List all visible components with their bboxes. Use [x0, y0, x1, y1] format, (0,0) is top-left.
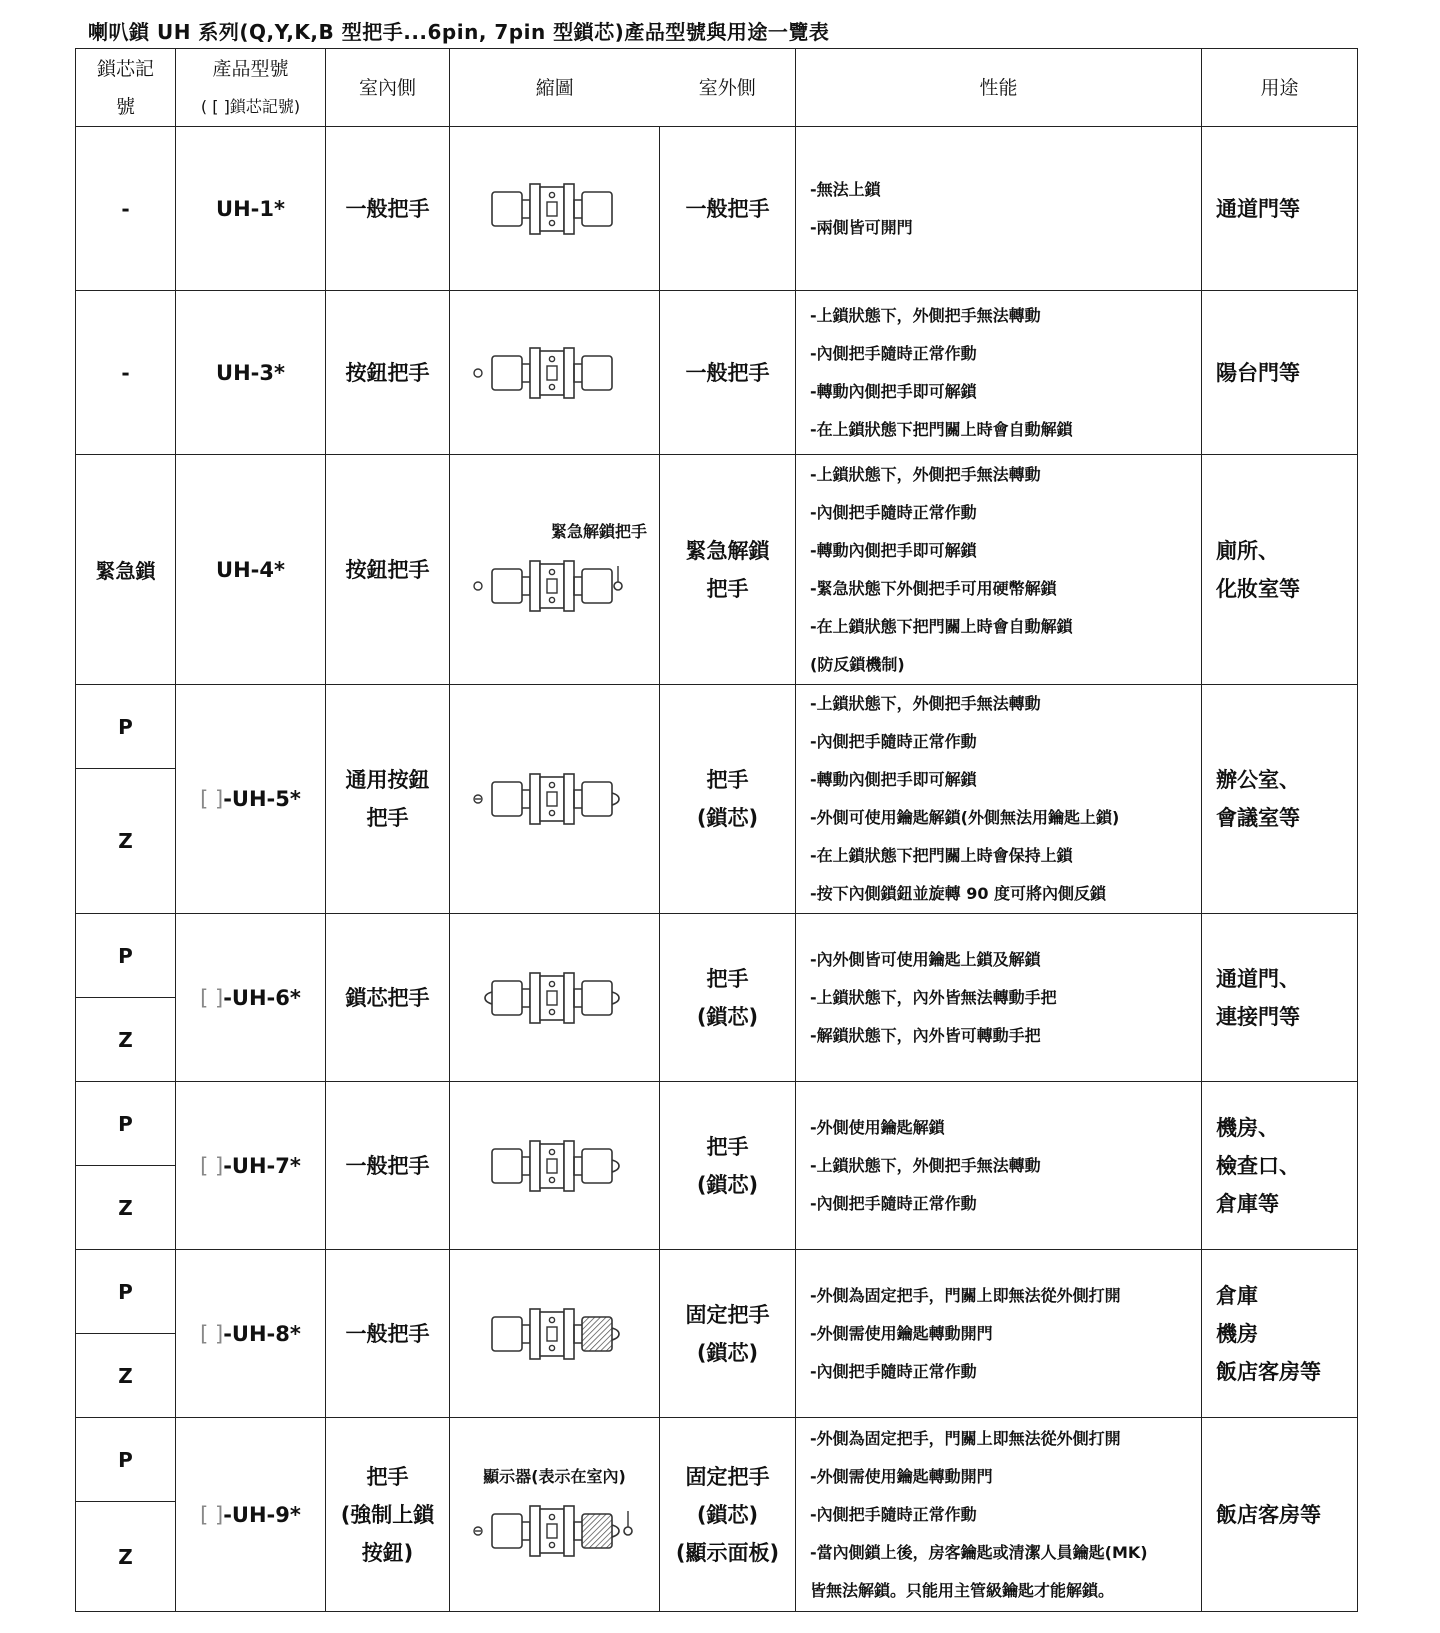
storeroom-keyed-lock-icon [470, 1132, 640, 1200]
table-row [76, 455, 1358, 685]
performance-line: -在上鎖狀態下把門關上時會自動解鎖 [810, 419, 1073, 439]
inside-line: 把手 [366, 806, 409, 830]
inside-line: 鎖芯把手 [345, 985, 430, 1010]
lock-code-cell: P [76, 685, 176, 769]
outside-line: 把手 [706, 1134, 749, 1159]
header-model-line: 產品型號 [212, 57, 289, 80]
diagram-wrap [450, 964, 659, 1032]
performance-line: -在上鎖狀態下把門關上時會自動解鎖 [810, 616, 1073, 636]
usage-line: 廁所、 [1216, 538, 1279, 563]
inside-line: 一般把手 [345, 1153, 430, 1178]
header-row [76, 49, 1358, 127]
inside-line: 一般把手 [345, 196, 430, 221]
usage-cell [1202, 685, 1358, 914]
performance-line: -上鎖狀態下，外側把手無法轉動 [810, 1155, 1041, 1175]
model-bracket: [ ] [200, 787, 224, 811]
outside-line: 把手 [706, 768, 749, 792]
performance-line: -內側把手隨時正常作動 [810, 343, 977, 363]
lock-code-cell: Z [76, 998, 176, 1082]
performance-line: -轉動內側把手即可解鎖 [810, 381, 977, 401]
performance-line: -按下內側鎖鈕並旋轉 90 度可將內側反鎖 [810, 884, 1107, 903]
performance-line: -內側把手隨時正常作動 [810, 1361, 977, 1381]
usage-line: 通道門等 [1216, 196, 1300, 221]
diagram-cell [450, 685, 660, 914]
outside-cell [660, 291, 796, 455]
diagram-wrap [450, 175, 659, 243]
outside-line: 把手 [706, 576, 749, 601]
header-performance: 性能 [796, 49, 1202, 127]
outside-cell [660, 685, 796, 914]
inside-cell [326, 1250, 450, 1418]
diagram-wrap [450, 519, 659, 620]
model-cell [176, 455, 326, 685]
performance-line: -轉動內側把手即可解鎖 [810, 770, 977, 789]
performance-line: -內側把手隨時正常作動 [810, 732, 977, 751]
plain-knob-lock-icon [470, 175, 640, 243]
performance-cell [796, 127, 1202, 291]
inside-cell [326, 685, 450, 914]
model-number: UH-3* [216, 360, 285, 385]
performance-line: -轉動內側把手即可解鎖 [810, 540, 977, 560]
performance-line: -外側需使用鑰匙轉動開門 [810, 1466, 993, 1486]
outside-cell [660, 914, 796, 1082]
outside-line: 一般把手 [685, 360, 770, 385]
performance-cell [796, 685, 1202, 914]
performance-cell [796, 455, 1202, 685]
performance-cell [796, 1250, 1202, 1418]
outside-cell [660, 455, 796, 685]
model-cell [176, 291, 326, 455]
lock-code-cell: - [76, 291, 176, 455]
outside-line: (顯示面板) [675, 1540, 780, 1565]
header-code-line: 鎖芯記 [96, 57, 154, 80]
usage-line: 飯店客房等 [1216, 1502, 1321, 1527]
model-cell [176, 1250, 326, 1418]
usage-cell [1202, 455, 1358, 685]
table-row [76, 291, 1358, 455]
diagram-wrap [450, 1132, 659, 1200]
inside-line: 把手 [366, 1464, 409, 1489]
performance-line: -解鎖狀態下，內外皆可轉動手把 [810, 1025, 1041, 1045]
header-diagram: 縮圖 [450, 49, 660, 127]
outside-line: 固定把手 [685, 1302, 770, 1327]
performance-line: -內外側皆可使用鑰匙上鎖及解鎖 [810, 949, 1041, 969]
table-row [76, 914, 1358, 998]
diagram-wrap [450, 1464, 659, 1565]
lock-code-cell: 緊急鎖 [76, 455, 176, 685]
performance-line: -上鎖狀態下，內外皆無法轉動手把 [810, 987, 1057, 1007]
performance-line: (防反鎖機制) [810, 654, 905, 674]
performance-cell [796, 1082, 1202, 1250]
performance-line: -在上鎖狀態下把門關上時會保持上鎖 [810, 846, 1073, 865]
inside-line: (強制上鎖 [340, 1502, 435, 1527]
inside-line: 一般把手 [345, 1321, 430, 1346]
table-row [76, 1250, 1358, 1334]
usage-cell [1202, 914, 1358, 1082]
diagram-cell [450, 1250, 660, 1418]
outside-cell [660, 1250, 796, 1418]
outside-cell [660, 127, 796, 291]
diagram-cell [450, 914, 660, 1082]
performance-line: -無法上鎖 [810, 179, 881, 199]
header-model-line: ( [ ]鎖芯記號) [200, 96, 301, 116]
model-number: UH-4* [216, 557, 285, 582]
performance-line: -內側把手隨時正常作動 [810, 502, 977, 522]
model-bracket: [ ] [200, 1153, 224, 1178]
diagram-wrap [450, 765, 659, 833]
diagram-cell [450, 455, 660, 685]
lock-code-cell: Z [76, 1502, 176, 1612]
inside-line: 按鈕把手 [345, 557, 430, 582]
model-cell [176, 1418, 326, 1612]
usage-line: 檢查口、 [1216, 1153, 1300, 1178]
inside-line: 按鈕把手 [345, 360, 430, 385]
inside-cell [326, 914, 450, 1082]
model-number: -UH-5* [223, 787, 301, 811]
universal-button-keyed-lock-icon [470, 765, 640, 833]
usage-line: 通道門、 [1216, 966, 1300, 991]
usage-line: 機房、 [1216, 1115, 1279, 1140]
performance-line: -外側使用鑰匙解鎖 [810, 1117, 945, 1137]
diagram-cell [450, 127, 660, 291]
fixed-outer-knob-lock-icon [470, 1300, 640, 1368]
table-row [76, 685, 1358, 769]
inside-cell [326, 291, 450, 455]
inside-line: 按鈕) [361, 1540, 414, 1565]
performance-line: -外側可使用鑰匙解鎖(外側無法用鑰匙上鎖) [810, 808, 1120, 827]
performance-line: -上鎖狀態下，外側把手無法轉動 [810, 464, 1041, 484]
usage-cell [1202, 1082, 1358, 1250]
outside-line: 固定把手 [685, 1464, 770, 1489]
usage-cell [1202, 1418, 1358, 1612]
model-bracket: [ ] [200, 1502, 224, 1527]
outside-cell [660, 1082, 796, 1250]
model-number: -UH-6* [223, 985, 301, 1010]
usage-line: 連接門等 [1216, 1004, 1300, 1029]
header-usage: 用途 [1202, 49, 1358, 127]
usage-line: 陽台門等 [1216, 360, 1300, 385]
lock-code-cell: P [76, 1418, 176, 1502]
lock-code-cell: Z [76, 769, 176, 914]
header-outside: 室外側 [660, 49, 796, 127]
performance-line: -外側需使用鑰匙轉動開門 [810, 1323, 993, 1343]
diagram-caption: 顯示器(表示在室內) [483, 1467, 626, 1486]
performance-line: -上鎖狀態下，外側把手無法轉動 [810, 305, 1041, 325]
lock-code-cell: P [76, 1250, 176, 1334]
table-row [76, 1418, 1358, 1502]
table-row [76, 127, 1358, 291]
performance-line: -上鎖狀態下，外側把手無法轉動 [810, 694, 1041, 713]
model-cell [176, 685, 326, 914]
usage-cell [1202, 291, 1358, 455]
outside-line: (鎖芯) [696, 806, 759, 830]
outside-line: (鎖芯) [696, 1502, 759, 1527]
model-bracket: [ ] [200, 1321, 224, 1346]
table-row [76, 1082, 1358, 1166]
indicator-fixed-knob-lock-icon [470, 1497, 640, 1565]
inside-cell [326, 1418, 450, 1612]
performance-line: -外側為固定把手，門關上即無法從外側打開 [810, 1285, 1121, 1305]
performance-line: -外側為固定把手，門關上即無法從外側打開 [810, 1428, 1121, 1448]
model-number: UH-1* [216, 196, 285, 221]
diagram-wrap [450, 339, 659, 407]
model-cell [176, 1082, 326, 1250]
model-number: -UH-9* [223, 1502, 301, 1527]
header-code-line: 號 [115, 95, 135, 118]
performance-line: -內側把手隨時正常作動 [810, 1504, 977, 1524]
outside-line: (鎖芯) [696, 1004, 759, 1029]
outside-line: 一般把手 [685, 196, 770, 221]
header-inside: 室內側 [326, 49, 450, 127]
performance-cell [796, 1418, 1202, 1612]
lock-code-cell: P [76, 1082, 176, 1166]
performance-line: -兩側皆可開門 [810, 217, 913, 237]
inside-cell [326, 127, 450, 291]
outside-line: (鎖芯) [696, 1340, 759, 1365]
usage-line: 飯店客房等 [1216, 1359, 1321, 1384]
diagram-cell [450, 291, 660, 455]
header-model [176, 49, 326, 127]
usage-line: 化妝室等 [1216, 576, 1300, 601]
performance-line: -當內側鎖上後，房客鑰匙或清潔人員鑰匙(MK) [810, 1542, 1148, 1562]
diagram-wrap [450, 1300, 659, 1368]
document-title: 喇叭鎖 UH 系列(Q,Y,K,B 型把手...6pin, 7pin 型鎖芯)產品型號與用途一覽表 [88, 20, 830, 44]
inside-cell [326, 455, 450, 685]
emergency-release-knob-lock-icon [470, 552, 640, 620]
lock-code-cell: Z [76, 1334, 176, 1418]
performance-cell [796, 291, 1202, 455]
push-button-knob-lock-icon [470, 339, 640, 407]
double-keyed-lock-icon [470, 964, 640, 1032]
diagram-caption: 緊急解鎖把手 [550, 522, 647, 541]
diagram-cell [450, 1082, 660, 1250]
usage-line: 倉庫 [1216, 1283, 1258, 1308]
outside-line: 緊急解鎖 [685, 538, 770, 563]
performance-line: -內側把手隨時正常作動 [810, 1193, 977, 1213]
usage-cell [1202, 127, 1358, 291]
usage-line: 辦公室、 [1216, 768, 1300, 792]
model-number: -UH-7* [223, 1153, 301, 1178]
model-cell [176, 127, 326, 291]
lock-code-cell: P [76, 914, 176, 998]
model-number: -UH-8* [223, 1321, 301, 1346]
usage-line: 會議室等 [1216, 806, 1300, 830]
lock-code-cell: Z [76, 1166, 176, 1250]
usage-line: 機房 [1216, 1321, 1258, 1346]
inside-cell [326, 1082, 450, 1250]
model-bracket: [ ] [200, 985, 224, 1010]
header-code [76, 49, 176, 127]
product-table [75, 48, 1358, 1612]
performance-line: 皆無法解鎖。只能用主管級鑰匙才能解鎖。 [810, 1580, 1115, 1600]
performance-cell [796, 914, 1202, 1082]
diagram-cell [450, 1418, 660, 1612]
outside-line: (鎖芯) [696, 1172, 759, 1197]
usage-line: 倉庫等 [1216, 1191, 1279, 1216]
model-cell [176, 914, 326, 1082]
usage-cell [1202, 1250, 1358, 1418]
performance-line: -緊急狀態下外側把手可用硬幣解鎖 [810, 578, 1057, 598]
lock-code-cell: - [76, 127, 176, 291]
outside-cell [660, 1418, 796, 1612]
outside-line: 把手 [706, 966, 749, 991]
inside-line: 通用按鈕 [345, 768, 430, 792]
